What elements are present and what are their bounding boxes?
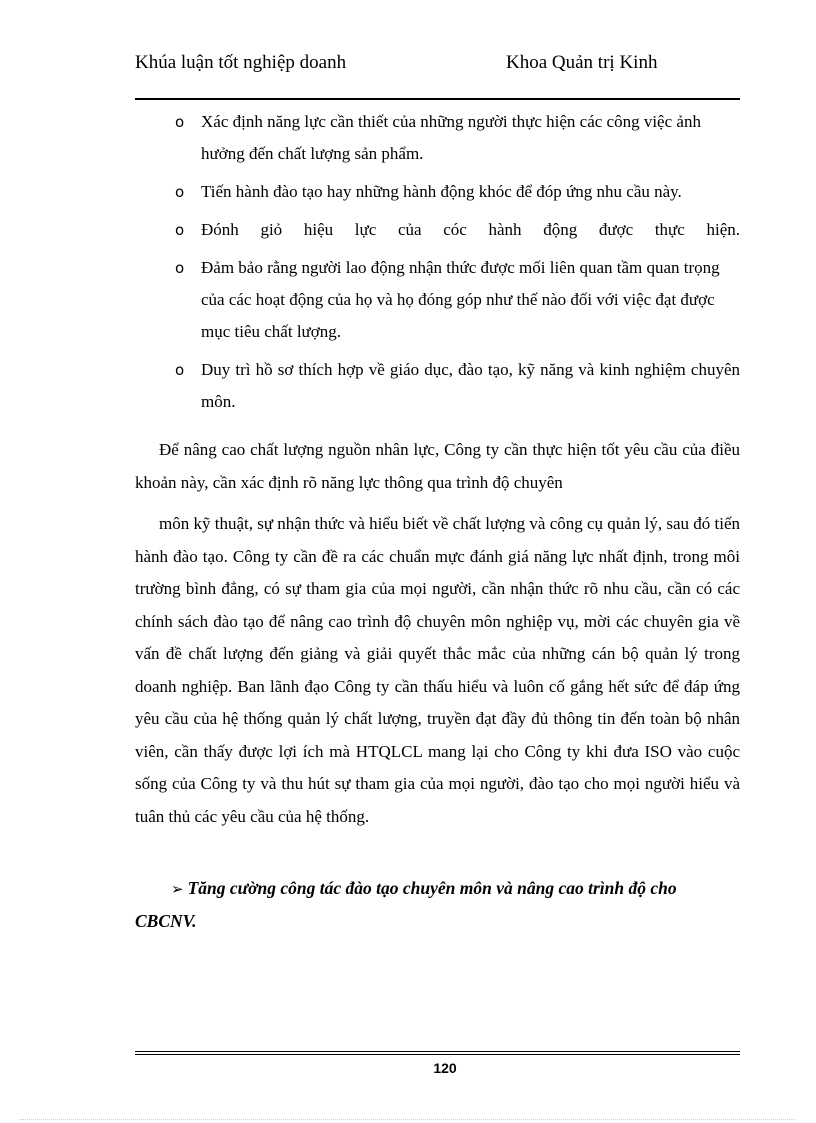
list-item: [135, 252, 740, 348]
section-subheading: [135, 872, 740, 937]
list-item: [135, 106, 740, 170]
list-item-text: Đảm bảo rằng người lao động nhận thức được mối liên quan tầm quan trọng của các hoạt động của họ và họ đóng góp như thế nào đối với việc đạt được mục tiêu chất lượng.: [201, 258, 720, 341]
list-item: [135, 176, 740, 208]
body-paragraph: Để nâng cao chất lượng nguồn nhân lực, Công ty cần thực hiện tốt yêu cầu của điều khoản này, cần xác định rõ năng lực thông qua trình độ chuyên: [135, 440, 740, 492]
header-rule: [135, 98, 740, 100]
footer-rule: [135, 1054, 740, 1055]
footer-rule: [135, 1051, 740, 1052]
bullet-circle-icon: o: [175, 361, 185, 379]
header-right-title: Khoa Quản trị Kinh: [506, 52, 658, 73]
list-item-text: Duy trì hồ sơ thích hợp về giáo dục, đào tạo, kỹ năng và kinh nghiệm chuyên môn.: [201, 360, 740, 411]
subheading-text: Tăng cường công tác đào tạo chuyên môn và nâng cao trình độ cho CBCNV.: [135, 878, 677, 931]
bullet-list: [135, 106, 740, 424]
bullet-circle-icon: o: [175, 113, 185, 131]
header-left-title: Khúa luận tốt nghiệp doanh: [135, 52, 347, 73]
bullet-circle-icon: o: [175, 221, 185, 239]
list-item: [135, 214, 740, 246]
list-item-text: Đónh giỏ hiệu lực của cóc hành động được thực hiện.: [201, 220, 740, 239]
page-edge-divider: [20, 1119, 796, 1120]
bullet-circle-icon: o: [175, 183, 185, 201]
body-paragraph: môn kỹ thuật, sự nhận thức và hiểu biết về chất lượng và công cụ quản lý, sau đó tiến hành đào tạo. Công ty cần đề ra các chuẩn mực đánh giá năng lực nhất định, trong môi trường bình đẳng, có sự tham gia của mọi người, cần nhận thức rõ nhu cầu, cần có các chính sách đào tạo để nâng cao trình độ chuyên môn nghiệp vụ, mời các chuyên gia về vấn đề chất lượng đến giảng và giải quyết thắc mắc của những cán bộ quản lý trong doanh nghiệp. Ban lãnh đạo Công ty cần thấu hiểu và luôn cố gắng hết sức để đáp ứng yêu cầu của hệ thống quản lý chất lượng, truyền đạt đầy đủ thông tin đến toàn bộ nhân viên, cần thấy được lợi ích mà HTQLCL mang lại cho Công ty khi đưa ISO vào cuộc sống của Công ty và thu hút sự tham gia của mọi người, đào tạo cho mọi người hiểu và tuân thủ các yêu cầu của hệ thống.: [135, 514, 740, 826]
bullet-circle-icon: o: [175, 259, 185, 277]
list-item-text: Tiến hành đào tạo hay những hành động khóc để đóp ứng nhu cầu này.: [201, 182, 682, 201]
page-number: 120: [433, 1060, 457, 1076]
list-item-text: Xác định năng lực cần thiết của những người thực hiện các công việc ảnh hưởng đến chất lượng sản phẩm.: [201, 112, 701, 163]
list-item: [135, 354, 740, 418]
arrow-bullet-icon: ➢: [171, 880, 184, 898]
